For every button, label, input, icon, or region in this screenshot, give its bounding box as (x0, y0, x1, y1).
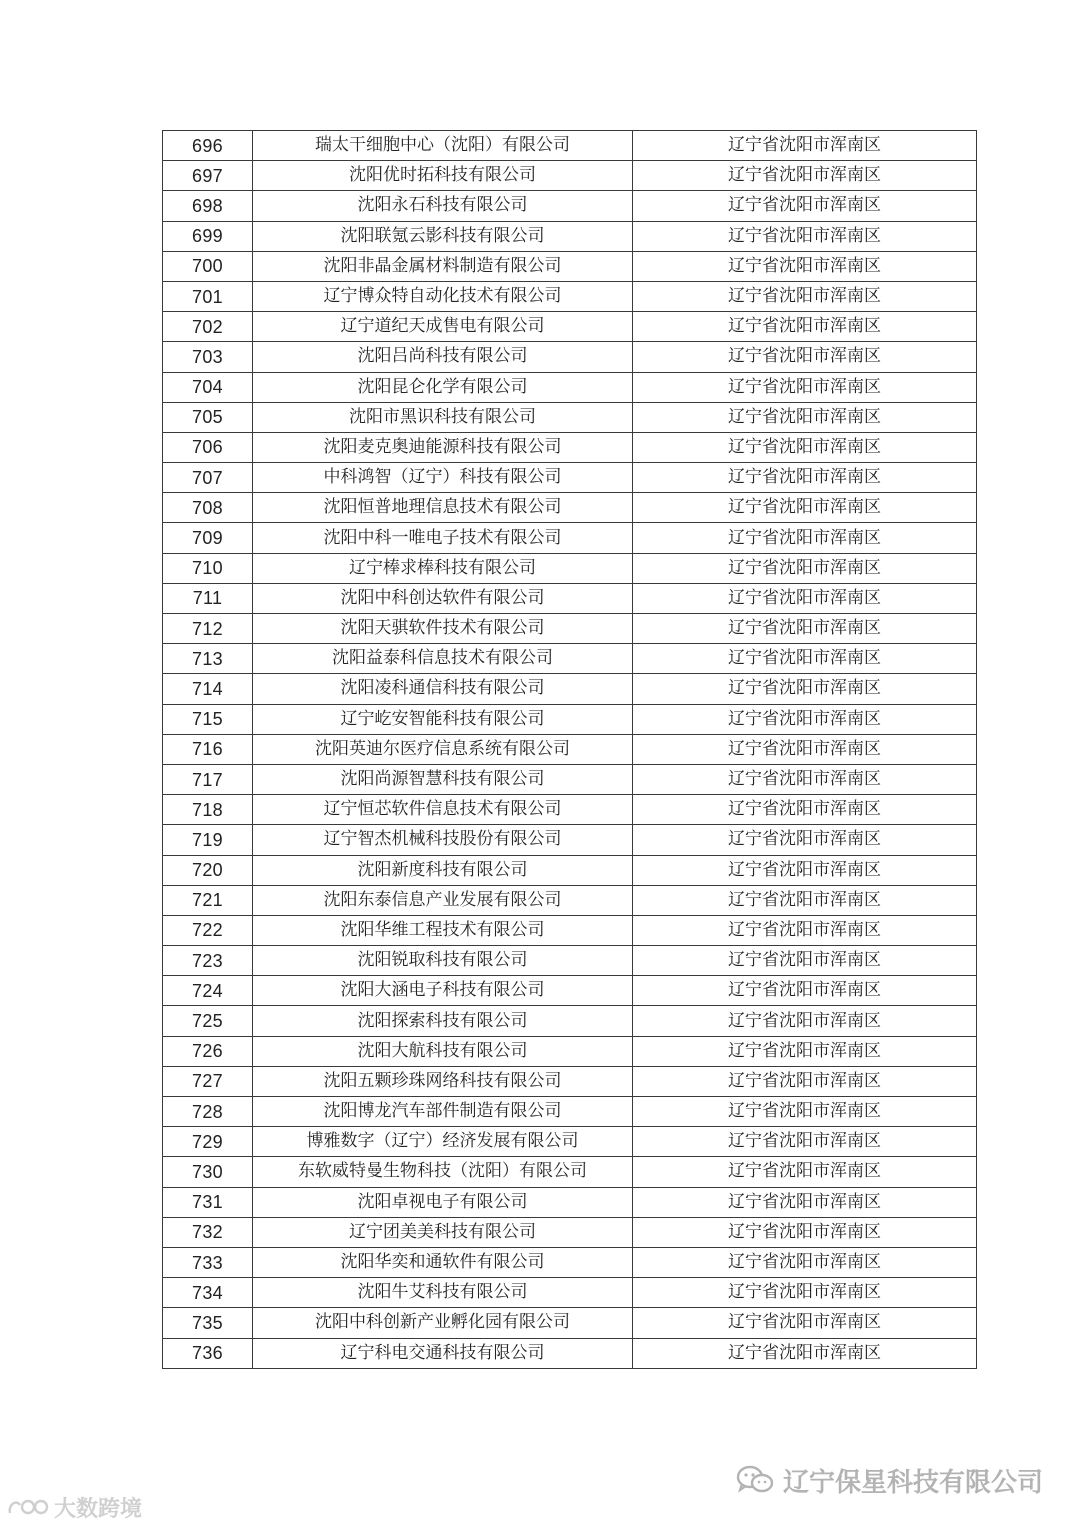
company-name: 沈阳永石科技有限公司 (253, 191, 633, 221)
table-row (163, 523, 977, 553)
row-number: 729 (163, 1127, 253, 1157)
company-address: 辽宁省沈阳市浑南区 (633, 1097, 977, 1127)
brand-logo-icon (6, 1495, 50, 1519)
row-number: 722 (163, 915, 253, 945)
table-row (163, 1217, 977, 1247)
company-name: 沈阳联氪云影科技有限公司 (253, 221, 633, 251)
company-name: 沈阳大航科技有限公司 (253, 1036, 633, 1066)
row-number: 735 (163, 1308, 253, 1338)
company-address: 辽宁省沈阳市浑南区 (633, 855, 977, 885)
row-number: 708 (163, 493, 253, 523)
company-address: 辽宁省沈阳市浑南区 (633, 553, 977, 583)
table-row (163, 402, 977, 432)
company-address: 辽宁省沈阳市浑南区 (633, 825, 977, 855)
company-name: 辽宁团美美科技有限公司 (253, 1217, 633, 1247)
company-name: 沈阳新度科技有限公司 (253, 855, 633, 885)
table-row (163, 583, 977, 613)
company-address: 辽宁省沈阳市浑南区 (633, 1217, 977, 1247)
table-row (163, 1157, 977, 1187)
company-name: 沈阳探索科技有限公司 (253, 1006, 633, 1036)
row-number: 721 (163, 885, 253, 915)
corner-brand-name: 大数跨境 (54, 1496, 143, 1522)
company-name: 辽宁屹安智能科技有限公司 (253, 704, 633, 734)
company-address: 辽宁省沈阳市浑南区 (633, 614, 977, 644)
company-name: 沈阳麦克奥迪能源科技有限公司 (253, 432, 633, 462)
row-number: 734 (163, 1278, 253, 1308)
wechat-icon (735, 1464, 775, 1496)
company-address: 辽宁省沈阳市浑南区 (633, 1308, 977, 1338)
table-row (163, 855, 977, 885)
table-row (163, 1066, 977, 1096)
company-name: 沈阳博龙汽车部件制造有限公司 (253, 1097, 633, 1127)
company-name: 辽宁博众特自动化技术有限公司 (253, 281, 633, 311)
row-number: 711 (163, 583, 253, 613)
row-number: 723 (163, 946, 253, 976)
company-name: 辽宁科电交通科技有限公司 (253, 1338, 633, 1368)
table-row (163, 764, 977, 794)
row-number: 702 (163, 312, 253, 342)
table-row (163, 915, 977, 945)
company-address: 辽宁省沈阳市浑南区 (633, 191, 977, 221)
table-row (163, 795, 977, 825)
company-address: 辽宁省沈阳市浑南区 (633, 432, 977, 462)
company-address: 辽宁省沈阳市浑南区 (633, 281, 977, 311)
company-name: 沈阳中科一唯电子技术有限公司 (253, 523, 633, 553)
row-number: 725 (163, 1006, 253, 1036)
company-name: 沈阳中科创达软件有限公司 (253, 583, 633, 613)
company-name: 沈阳卓视电子有限公司 (253, 1187, 633, 1217)
table-row (163, 372, 977, 402)
company-name: 沈阳牛艾科技有限公司 (253, 1278, 633, 1308)
company-address: 辽宁省沈阳市浑南区 (633, 221, 977, 251)
company-address: 辽宁省沈阳市浑南区 (633, 946, 977, 976)
table-row (163, 131, 977, 161)
table-row (163, 704, 977, 734)
company-address: 辽宁省沈阳市浑南区 (633, 764, 977, 794)
company-name: 沈阳中科创新产业孵化园有限公司 (253, 1308, 633, 1338)
company-address: 辽宁省沈阳市浑南区 (633, 312, 977, 342)
row-number: 704 (163, 372, 253, 402)
company-name: 沈阳东泰信息产业发展有限公司 (253, 885, 633, 915)
company-name: 沈阳英迪尔医疗信息系统有限公司 (253, 734, 633, 764)
row-number: 709 (163, 523, 253, 553)
row-number: 712 (163, 614, 253, 644)
company-address: 辽宁省沈阳市浑南区 (633, 1127, 977, 1157)
company-address: 辽宁省沈阳市浑南区 (633, 251, 977, 281)
row-number: 700 (163, 251, 253, 281)
row-number: 697 (163, 161, 253, 191)
row-number: 701 (163, 281, 253, 311)
table-row (163, 976, 977, 1006)
company-address: 辽宁省沈阳市浑南区 (633, 1247, 977, 1277)
row-number: 703 (163, 342, 253, 372)
row-number: 733 (163, 1247, 253, 1277)
company-name: 辽宁恒芯软件信息技术有限公司 (253, 795, 633, 825)
company-name: 沈阳吕尚科技有限公司 (253, 342, 633, 372)
table-row (163, 312, 977, 342)
company-address: 辽宁省沈阳市浑南区 (633, 704, 977, 734)
table-row (163, 885, 977, 915)
company-address: 辽宁省沈阳市浑南区 (633, 795, 977, 825)
company-address: 辽宁省沈阳市浑南区 (633, 131, 977, 161)
company-list-body (163, 131, 977, 1369)
row-number: 717 (163, 764, 253, 794)
table-row (163, 1036, 977, 1066)
row-number: 720 (163, 855, 253, 885)
company-name: 沈阳益泰科信息技术有限公司 (253, 644, 633, 674)
company-address: 辽宁省沈阳市浑南区 (633, 1187, 977, 1217)
company-name: 沈阳华维工程技术有限公司 (253, 915, 633, 945)
company-address: 辽宁省沈阳市浑南区 (633, 463, 977, 493)
company-name: 沈阳锐取科技有限公司 (253, 946, 633, 976)
table-row (163, 1247, 977, 1277)
table-row (163, 644, 977, 674)
row-number: 719 (163, 825, 253, 855)
table-row (163, 674, 977, 704)
table-row (163, 493, 977, 523)
table-row (163, 614, 977, 644)
row-number: 706 (163, 432, 253, 462)
table-row (163, 191, 977, 221)
table-row (163, 1187, 977, 1217)
company-name: 辽宁智杰机械科技股份有限公司 (253, 825, 633, 855)
company-address: 辽宁省沈阳市浑南区 (633, 1157, 977, 1187)
row-number: 707 (163, 463, 253, 493)
company-address: 辽宁省沈阳市浑南区 (633, 583, 977, 613)
table-row (163, 734, 977, 764)
company-address: 辽宁省沈阳市浑南区 (633, 674, 977, 704)
row-number: 732 (163, 1217, 253, 1247)
corner-brand-watermark (6, 1492, 142, 1522)
row-number: 727 (163, 1066, 253, 1096)
company-name: 沈阳凌科通信科技有限公司 (253, 674, 633, 704)
company-name: 沈阳恒普地理信息技术有限公司 (253, 493, 633, 523)
company-name: 沈阳优时拓科技有限公司 (253, 161, 633, 191)
company-address: 辽宁省沈阳市浑南区 (633, 523, 977, 553)
company-address: 辽宁省沈阳市浑南区 (633, 1338, 977, 1368)
row-number: 696 (163, 131, 253, 161)
row-number: 714 (163, 674, 253, 704)
company-address: 辽宁省沈阳市浑南区 (633, 734, 977, 764)
company-address: 辽宁省沈阳市浑南区 (633, 1066, 977, 1096)
company-address: 辽宁省沈阳市浑南区 (633, 1278, 977, 1308)
table-row (163, 1127, 977, 1157)
table-row (163, 946, 977, 976)
row-number: 705 (163, 402, 253, 432)
company-name: 沈阳天骐软件技术有限公司 (253, 614, 633, 644)
table-row (163, 825, 977, 855)
company-address: 辽宁省沈阳市浑南区 (633, 402, 977, 432)
table-row (163, 1338, 977, 1368)
company-name: 沈阳华奕和通软件有限公司 (253, 1247, 633, 1277)
company-name: 沈阳五颗珍珠网络科技有限公司 (253, 1066, 633, 1096)
wechat-account-watermark (735, 1460, 1043, 1500)
table-row (163, 281, 977, 311)
company-address: 辽宁省沈阳市浑南区 (633, 644, 977, 674)
row-number: 715 (163, 704, 253, 734)
company-name: 瑞太干细胞中心（沈阳）有限公司 (253, 131, 633, 161)
company-name: 沈阳大涵电子科技有限公司 (253, 976, 633, 1006)
company-name: 东软威特曼生物科技（沈阳）有限公司 (253, 1157, 633, 1187)
row-number: 699 (163, 221, 253, 251)
company-address: 辽宁省沈阳市浑南区 (633, 976, 977, 1006)
table-row (163, 463, 977, 493)
company-address: 辽宁省沈阳市浑南区 (633, 342, 977, 372)
row-number: 718 (163, 795, 253, 825)
table-row (163, 1278, 977, 1308)
company-address: 辽宁省沈阳市浑南区 (633, 161, 977, 191)
table-row (163, 221, 977, 251)
company-address: 辽宁省沈阳市浑南区 (633, 885, 977, 915)
company-address: 辽宁省沈阳市浑南区 (633, 493, 977, 523)
table-row (163, 342, 977, 372)
table-row (163, 432, 977, 462)
row-number: 728 (163, 1097, 253, 1127)
table-row (163, 553, 977, 583)
row-number: 698 (163, 191, 253, 221)
row-number: 716 (163, 734, 253, 764)
company-name: 沈阳市黑识科技有限公司 (253, 402, 633, 432)
row-number: 731 (163, 1187, 253, 1217)
company-name: 辽宁道纪天成售电有限公司 (253, 312, 633, 342)
company-name: 沈阳非晶金属材料制造有限公司 (253, 251, 633, 281)
company-address: 辽宁省沈阳市浑南区 (633, 372, 977, 402)
table-row (163, 251, 977, 281)
company-name: 沈阳昆仑化学有限公司 (253, 372, 633, 402)
wechat-account-name: 辽宁保星科技有限公司 (783, 1467, 1044, 1498)
table-row (163, 1097, 977, 1127)
company-name: 博雅数字（辽宁）经济发展有限公司 (253, 1127, 633, 1157)
company-name: 辽宁棒求棒科技有限公司 (253, 553, 633, 583)
company-address: 辽宁省沈阳市浑南区 (633, 1036, 977, 1066)
company-name: 沈阳尚源智慧科技有限公司 (253, 764, 633, 794)
table-row (163, 1308, 977, 1338)
company-list-table (162, 130, 977, 1369)
company-name: 中科鸿智（辽宁）科技有限公司 (253, 463, 633, 493)
table-row (163, 1006, 977, 1036)
row-number: 710 (163, 553, 253, 583)
row-number: 724 (163, 976, 253, 1006)
company-address: 辽宁省沈阳市浑南区 (633, 1006, 977, 1036)
row-number: 726 (163, 1036, 253, 1066)
table-row (163, 161, 977, 191)
row-number: 713 (163, 644, 253, 674)
company-address: 辽宁省沈阳市浑南区 (633, 915, 977, 945)
row-number: 730 (163, 1157, 253, 1187)
row-number: 736 (163, 1338, 253, 1368)
